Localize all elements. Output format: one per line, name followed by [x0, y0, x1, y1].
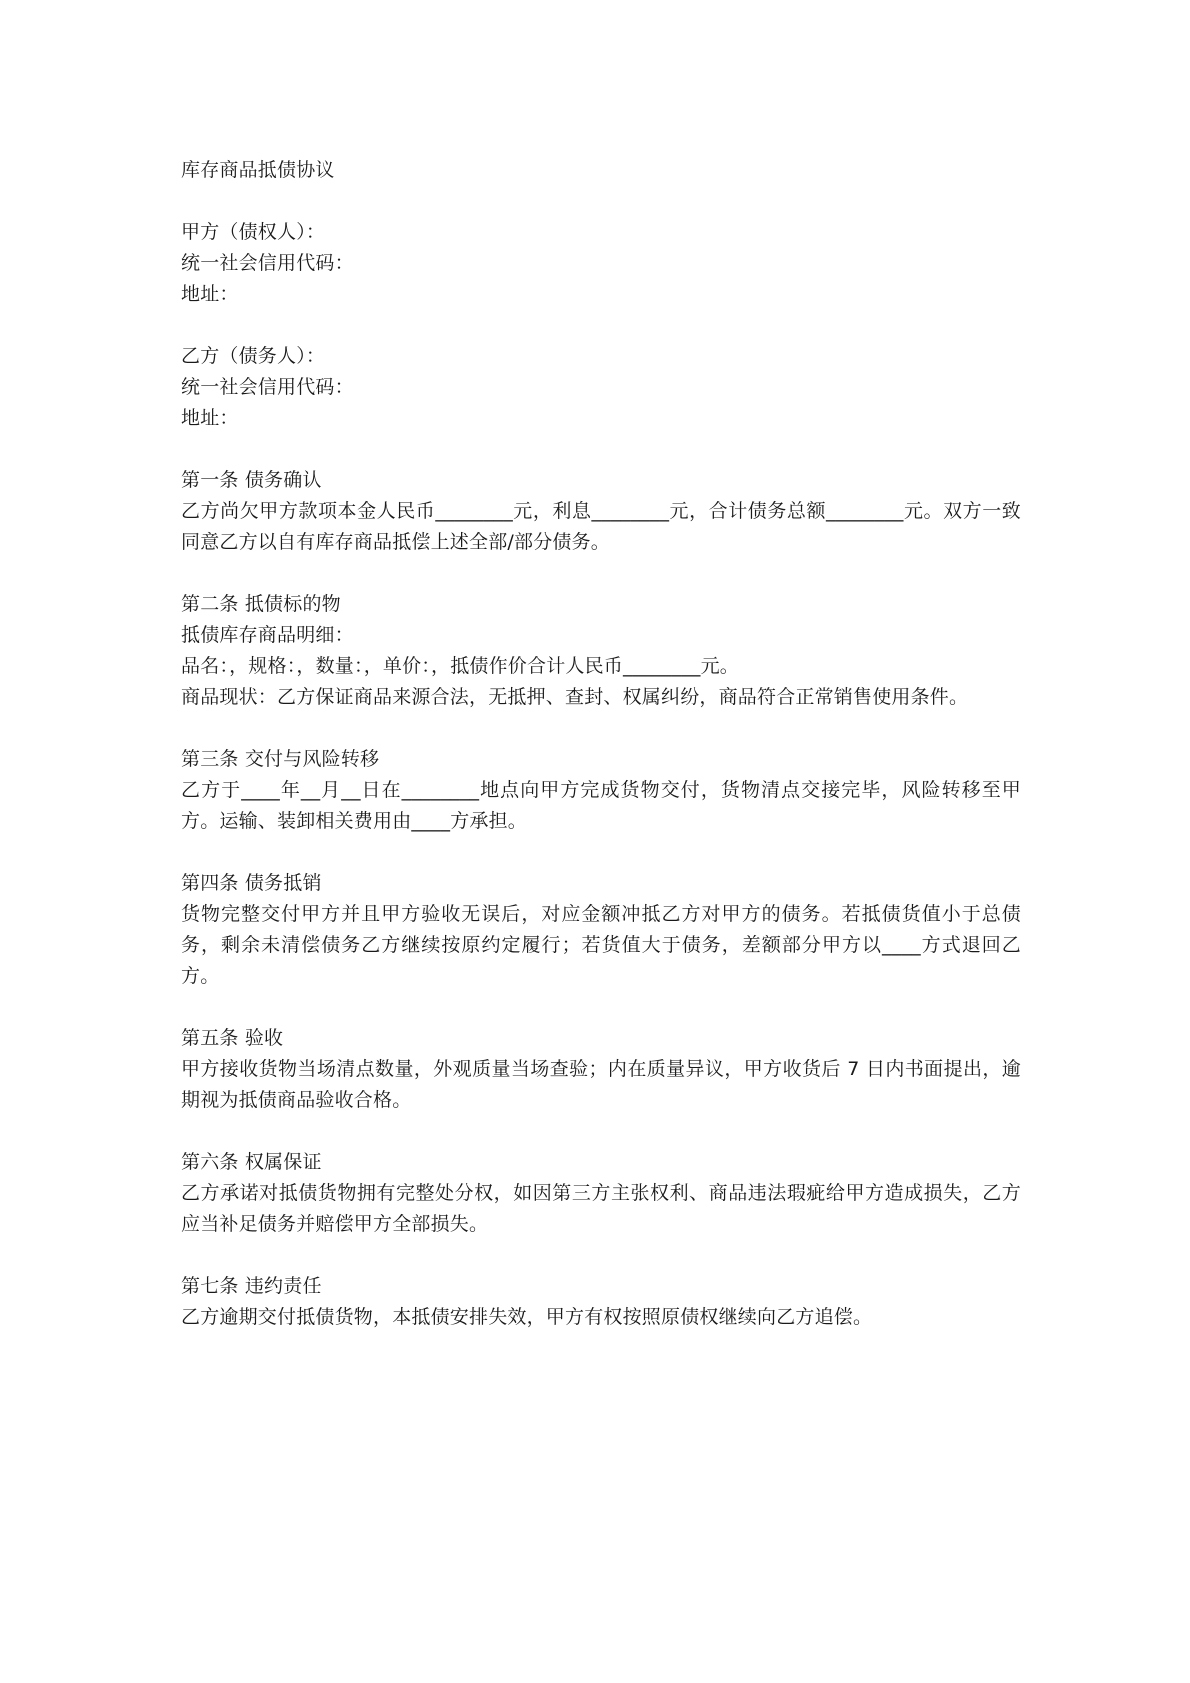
party-a-credit-code: 统一社会信用代码：	[181, 252, 354, 274]
article-2-body-line-2: 品名：，规格：，数量：，单价：，抵债作价合计人民币________元。	[181, 655, 740, 677]
article-2-body-line-3: 商品现状：乙方保证商品来源合法，无抵押、查封、权属纠纷，商品符合正常销售使用条件。	[181, 686, 969, 708]
document-title: 库存商品抵债协议	[181, 159, 335, 181]
article-4-heading: 第四条 债务抵销	[181, 872, 322, 894]
article-2-body-line-1: 抵债库存商品明细：	[181, 624, 354, 646]
spacer	[181, 310, 1021, 341]
article-6-body: 乙方承诺对抵债货物拥有完整处分权，如因第三方主张权利、商品违法瑕疵给甲方造成损失，乙方应当补足债务并赔偿甲方全部损失。	[181, 1182, 1021, 1235]
article-5-heading: 第五条 验收	[181, 1027, 284, 1049]
article-6-heading: 第六条 权属保证	[181, 1151, 322, 1173]
party-b-heading: 乙方（债务人）：	[181, 345, 326, 367]
spacer	[181, 434, 1021, 465]
spacer	[181, 1116, 1021, 1147]
spacer	[181, 1240, 1021, 1271]
document-content	[181, 155, 1021, 1333]
party-a-heading: 甲方（债权人）：	[181, 221, 326, 243]
spacer	[181, 837, 1021, 868]
article-1-heading: 第一条 债务确认	[181, 469, 322, 491]
article-3-heading: 第三条 交付与风险转移	[181, 748, 380, 770]
party-b-credit-code: 统一社会信用代码：	[181, 376, 354, 398]
article-1-body: 乙方尚欠甲方款项本金人民币________元，利息________元，合计债务总额________元。双方一致同意乙方以自有库存商品抵偿上述全部/部分债务。	[181, 500, 1021, 553]
article-3-body: 乙方于____年__月__日在________地点向甲方完成货物交付，货物清点交接完毕，风险转移至甲方。运输、装卸相关费用由____方承担。	[181, 779, 1021, 832]
party-a-address: 地址：	[181, 283, 239, 305]
article-5-body: 甲方接收货物当场清点数量，外观质量当场查验；内在质量异议，甲方收货后 7 日内书面提出，逾期视为抵债商品验收合格。	[181, 1058, 1021, 1111]
article-2-heading: 第二条 抵债标的物	[181, 593, 341, 615]
spacer	[181, 713, 1021, 744]
spacer	[181, 992, 1021, 1023]
party-b-address: 地址：	[181, 407, 239, 429]
article-7-heading: 第七条 违约责任	[181, 1275, 322, 1297]
article-4-body: 货物完整交付甲方并且甲方验收无误后，对应金额冲抵乙方对甲方的债务。若抵债货值小于总债务，剩余未清偿债务乙方继续按原约定履行；若货值大于债务，差额部分甲方以____方式退回乙方。	[181, 903, 1021, 987]
spacer	[181, 186, 1021, 217]
spacer	[181, 558, 1021, 589]
article-7-body: 乙方逾期交付抵债货物，本抵债安排失效，甲方有权按照原债权继续向乙方追偿。	[181, 1306, 873, 1328]
